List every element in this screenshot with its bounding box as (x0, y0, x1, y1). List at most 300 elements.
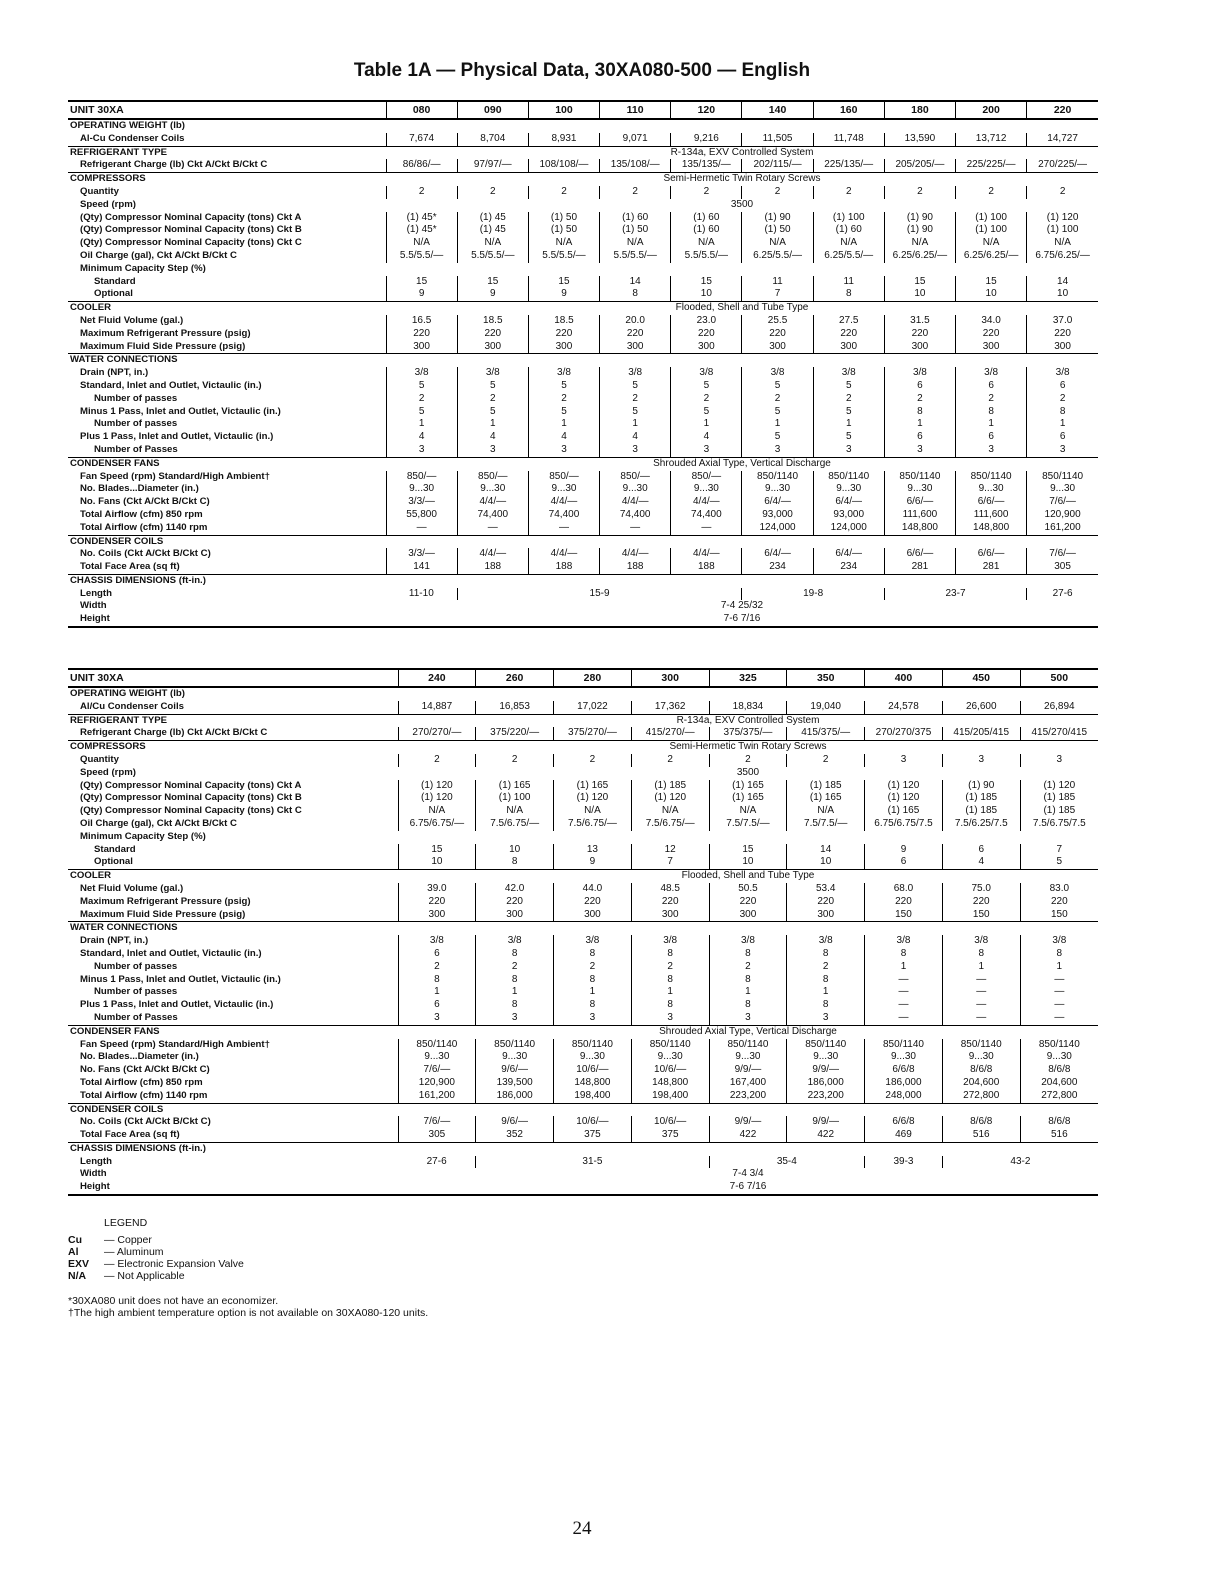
chassis-length: 43-2 (942, 1156, 1098, 1169)
table-cell: (1) 185 (1020, 792, 1098, 805)
table-cell: 7.5/6.75/— (631, 818, 709, 831)
legend-item: Cu — Copper (68, 1234, 152, 1246)
table-row (68, 714, 1098, 727)
span-value: Shrouded Axial Type, Vertical Discharge (386, 457, 1098, 470)
table-cell: 4/4/— (600, 548, 671, 561)
empty-cell (398, 687, 1098, 701)
table-cell: 16.5 (386, 315, 457, 328)
table-row (68, 1181, 1098, 1195)
table-cell: 1 (884, 418, 955, 431)
table-cell: 220 (398, 896, 476, 909)
row-label: Total Face Area (sq ft) (80, 1129, 180, 1141)
table-cell: (1) 165 (709, 792, 787, 805)
row-label: COMPRESSORS (68, 173, 386, 186)
table-cell: (1) 90 (884, 212, 955, 225)
table-row (68, 133, 1098, 146)
table-cell: 220 (476, 896, 554, 909)
table-cell: 2 (600, 186, 671, 199)
table-cell: 6 (884, 431, 955, 444)
table-cell: (1) 90 (742, 212, 813, 225)
table-cell: 11 (742, 276, 813, 289)
table-cell: 74,400 (600, 509, 671, 522)
table-cell: 3/8 (554, 935, 632, 948)
chassis-length: 15-9 (457, 588, 742, 601)
table-cell: 4/4/— (457, 548, 528, 561)
table-cell: 124,000 (742, 522, 813, 535)
table-cell: 111,600 (884, 509, 955, 522)
table-cell: 4/4/— (671, 496, 742, 509)
table-cell: 5 (671, 406, 742, 419)
table-cell: 220 (1027, 328, 1098, 341)
table-cell: 93,000 (813, 509, 884, 522)
table-row (68, 250, 1098, 263)
row-label: Number of Passes (94, 1011, 178, 1023)
table-cell: 375/375/— (709, 727, 787, 740)
table-cell: 1 (787, 986, 865, 999)
row-label: Plus 1 Pass, Inlet and Outlet, Victaulic (in.) (80, 999, 274, 1011)
table-cell: N/A (813, 237, 884, 250)
table-cell: (1) 120 (1027, 212, 1098, 225)
table-cell: 5 (386, 380, 457, 393)
row-label: Number of passes (94, 418, 178, 430)
table-cell: 6 (398, 999, 476, 1012)
table-cell: 850/1140 (942, 1039, 1020, 1052)
table-cell: 7/6/— (1027, 548, 1098, 561)
table-cell: 3/8 (1027, 367, 1098, 380)
row-label: Standard (94, 843, 136, 855)
table-cell: 300 (884, 341, 955, 354)
table-row (68, 1129, 1098, 1142)
table-row (68, 792, 1098, 805)
table-cell: — (1020, 999, 1098, 1012)
table-cell: 37.0 (1027, 315, 1098, 328)
table-cell: 15 (457, 276, 528, 289)
table-cell: 5 (813, 380, 884, 393)
table-cell: 2 (884, 393, 955, 406)
table-cell: (1) 165 (709, 780, 787, 793)
table-cell: 850/1140 (813, 471, 884, 484)
table-cell: N/A (742, 237, 813, 250)
table-cell: 8 (787, 974, 865, 987)
table-cell: 270/225/— (1027, 159, 1098, 172)
table-cell: 3 (813, 444, 884, 457)
table-cell: 5.5/5.5/— (386, 250, 457, 263)
table-cell: 7.5/7.5/— (709, 818, 787, 831)
table-cell: 220 (671, 328, 742, 341)
table-row (68, 367, 1098, 380)
table-cell: 150 (865, 909, 943, 922)
table-row (68, 1039, 1098, 1052)
table-cell: 305 (398, 1129, 476, 1142)
table-cell: (1) 185 (942, 805, 1020, 818)
table-cell: 26,600 (942, 701, 1020, 714)
table-cell: 2 (709, 754, 787, 767)
table-cell: 2 (671, 393, 742, 406)
table-cell: 148,800 (554, 1077, 632, 1090)
table-cell: (1) 100 (476, 792, 554, 805)
table-cell: 2 (398, 754, 476, 767)
row-label: Total Face Area (sq ft) (80, 561, 180, 573)
table-cell: 8,704 (457, 133, 528, 146)
table-cell: 1 (709, 986, 787, 999)
table-cell: 8 (942, 948, 1020, 961)
table-cell: 8 (631, 974, 709, 987)
table-cell: 4/4/— (671, 548, 742, 561)
row-label: Maximum Fluid Side Pressure (psig) (80, 908, 246, 920)
table-cell: 39.0 (398, 883, 476, 896)
table-cell: 8 (476, 999, 554, 1012)
row-label: Standard (94, 275, 136, 287)
table-cell: 111,600 (956, 509, 1027, 522)
unit-label: UNIT 30XA (68, 101, 386, 119)
span-value: R-134a, EXV Controlled System (398, 714, 1098, 727)
table-cell: 27.5 (813, 315, 884, 328)
table-cell: 2 (787, 754, 865, 767)
unit-model: 500 (1020, 669, 1098, 687)
table-cell: (1) 60 (671, 212, 742, 225)
table-cell: (1) 100 (1027, 224, 1098, 237)
row-label: Length (80, 587, 112, 599)
unit-model: 300 (631, 669, 709, 687)
table-cell: 7.5/7.5/— (787, 818, 865, 831)
table-cell: 8 (554, 948, 632, 961)
table-cell: (1) 120 (398, 792, 476, 805)
table-cell: 234 (813, 561, 884, 574)
table-cell: 8 (554, 999, 632, 1012)
table-cell: 9/9/— (787, 1116, 865, 1129)
table-cell: 161,200 (398, 1090, 476, 1103)
table-cell: 9...30 (528, 483, 599, 496)
table-cell: 300 (554, 909, 632, 922)
table-cell: 9 (554, 856, 632, 869)
empty-cell (398, 1103, 1098, 1116)
table-cell: 415/205/415 (942, 727, 1020, 740)
table-cell: 148,800 (884, 522, 955, 535)
table-cell: 15 (671, 276, 742, 289)
footnotes (68, 1295, 428, 1319)
span-value: 3500 (730, 198, 754, 210)
chassis-length: 11-10 (408, 587, 434, 599)
table-cell: 850/1140 (865, 1039, 943, 1052)
table-header-row (68, 101, 1098, 119)
table-cell: 3 (671, 444, 742, 457)
table-cell: 205/205/— (884, 159, 955, 172)
row-label: Width (80, 600, 107, 612)
table-cell: 1 (942, 961, 1020, 974)
table-cell: 13,712 (956, 133, 1027, 146)
table-cell: 17,362 (631, 701, 709, 714)
table-cell: 16,853 (476, 701, 554, 714)
table-cell: 15 (386, 276, 457, 289)
row-label: CONDENSER COILS (68, 535, 386, 548)
table-row (68, 974, 1098, 987)
table-cell: 2 (631, 754, 709, 767)
table-cell: 375 (554, 1129, 632, 1142)
table-cell: 10/6/— (554, 1116, 632, 1129)
table-cell: 5 (528, 380, 599, 393)
table-row (68, 754, 1098, 767)
table-cell: 6/6/8 (865, 1116, 943, 1129)
table-cell: 9 (528, 288, 599, 301)
table-cell: (1) 120 (1020, 780, 1098, 793)
table-cell: 7.5/6.75/— (476, 818, 554, 831)
table-cell: 8 (787, 999, 865, 1012)
table-cell: 55,800 (386, 509, 457, 522)
table-cell: 186,000 (865, 1077, 943, 1090)
empty-cell (386, 354, 1098, 367)
table-cell: 4 (671, 431, 742, 444)
row-label: Speed (rpm) (80, 198, 136, 210)
table-cell: 220 (956, 328, 1027, 341)
table-row (68, 870, 1098, 883)
table-cell: 223,200 (709, 1090, 787, 1103)
table-cell: 3 (476, 1012, 554, 1025)
table-cell: 3 (554, 1012, 632, 1025)
table-cell: N/A (671, 237, 742, 250)
table-cell: 2 (631, 961, 709, 974)
table-cell: 850/— (386, 471, 457, 484)
table-cell: 300 (476, 909, 554, 922)
table-row (68, 509, 1098, 522)
table-row (68, 548, 1098, 561)
table-cell: (1) 60 (813, 224, 884, 237)
table-row (68, 1012, 1098, 1025)
legend-item: Al — Aluminum (68, 1246, 164, 1258)
table-cell: 5 (742, 431, 813, 444)
table-cell: 8 (476, 856, 554, 869)
table-cell: 2 (813, 393, 884, 406)
table-row (68, 574, 1098, 587)
table-cell: 202/115/— (742, 159, 813, 172)
table-cell: 31.5 (884, 315, 955, 328)
table-cell: 8/6/8 (1020, 1064, 1098, 1077)
table-cell: 469 (865, 1129, 943, 1142)
table-cell: 220 (884, 328, 955, 341)
table-cell: 13,590 (884, 133, 955, 146)
table-cell: (1) 165 (865, 805, 943, 818)
table-cell: 135/108/— (600, 159, 671, 172)
table-cell: 1 (631, 986, 709, 999)
table-row (68, 522, 1098, 535)
table-cell: 248,000 (865, 1090, 943, 1103)
row-label: Al/Cu Condenser Coils (80, 700, 184, 712)
table-cell: 3/8 (956, 367, 1027, 380)
table-cell: 135/135/— (671, 159, 742, 172)
table-row (68, 883, 1098, 896)
table-row (68, 1142, 1098, 1155)
table-cell: 198,400 (554, 1090, 632, 1103)
table-cell: 2 (476, 754, 554, 767)
table-row (68, 186, 1098, 199)
empty-cell (386, 119, 1098, 133)
empty-cell (398, 831, 1098, 844)
table-cell: (1) 120 (398, 780, 476, 793)
table-cell: 300 (386, 341, 457, 354)
table-cell: 5.5/5.5/— (671, 250, 742, 263)
table-cell: 220 (742, 328, 813, 341)
table-row (68, 727, 1098, 740)
table-row (68, 856, 1098, 869)
table-cell: 9...30 (671, 483, 742, 496)
row-label: Maximum Refrigerant Pressure (psig) (80, 327, 251, 339)
table-cell: (1) 120 (865, 780, 943, 793)
table-cell: 8 (884, 406, 955, 419)
table-row (68, 844, 1098, 857)
table-cell: 300 (631, 909, 709, 922)
table-cell: 3 (956, 444, 1027, 457)
table-cell: 8 (787, 948, 865, 961)
table-cell: 5 (457, 406, 528, 419)
table-cell: 7/6/— (398, 1116, 476, 1129)
unit-model: 450 (942, 669, 1020, 687)
chassis-length: 39-3 (865, 1156, 943, 1169)
table-cell: (1) 185 (631, 780, 709, 793)
table-cell: 850/1140 (956, 471, 1027, 484)
table-cell: 8,931 (528, 133, 599, 146)
unit-model: 140 (742, 101, 813, 119)
table-row (68, 496, 1098, 509)
table-cell: 300 (398, 909, 476, 922)
table-cell: (1) 100 (956, 212, 1027, 225)
row-label: Total Airflow (cfm) 1140 rpm (80, 521, 208, 533)
table-cell: 4/4/— (528, 496, 599, 509)
table-row (68, 701, 1098, 714)
table-cell: 5 (528, 406, 599, 419)
table-cell: 2 (457, 186, 528, 199)
table-cell: 15 (709, 844, 787, 857)
table-cell: 6 (865, 856, 943, 869)
table-cell: 10 (476, 844, 554, 857)
table-cell: 1 (671, 418, 742, 431)
unit-model: 120 (671, 101, 742, 119)
table-cell: 300 (709, 909, 787, 922)
row-label: CONDENSER COILS (68, 1103, 398, 1116)
table-cell: 850/1140 (398, 1039, 476, 1052)
unit-model: 240 (398, 669, 476, 687)
unit-model: 260 (476, 669, 554, 687)
table-cell: 3/8 (1020, 935, 1098, 948)
physical-data-table-1 (68, 100, 1098, 628)
table-cell: 850/— (600, 471, 671, 484)
table-cell: 74,400 (671, 509, 742, 522)
table-cell: 3/8 (528, 367, 599, 380)
table-cell: 3 (386, 444, 457, 457)
table-cell: 3 (1027, 444, 1098, 457)
table-cell: 5.5/5.5/— (528, 250, 599, 263)
table-cell: 8/6/8 (1020, 1116, 1098, 1129)
table-row (68, 741, 1098, 754)
table-cell: 225/225/— (956, 159, 1027, 172)
table-cell: 220 (1020, 896, 1098, 909)
row-label: Al-Cu Condenser Coils (80, 132, 185, 144)
unit-model: 090 (457, 101, 528, 119)
table-cell: 9...30 (457, 483, 528, 496)
table-row (68, 767, 1098, 780)
table-row (68, 687, 1098, 701)
table-cell: 9...30 (476, 1051, 554, 1064)
row-label: Refrigerant Charge (lb) Ckt A/Ckt B/Ckt C (80, 159, 268, 171)
table-cell: 14,727 (1027, 133, 1098, 146)
table-cell: 9...30 (386, 483, 457, 496)
table-cell: 9/6/— (476, 1064, 554, 1077)
table-cell: 5 (600, 406, 671, 419)
table-cell: 300 (528, 341, 599, 354)
legend-heading: LEGEND (104, 1217, 148, 1229)
table-cell: 9/9/— (709, 1116, 787, 1129)
table-cell: 204,600 (942, 1077, 1020, 1090)
table-cell: 5 (386, 406, 457, 419)
table-cell: 220 (865, 896, 943, 909)
span-value: 7-6 7/16 (386, 613, 1098, 627)
table-cell: 10/6/— (554, 1064, 632, 1077)
table-cell: 9 (457, 288, 528, 301)
table-cell: 83.0 (1020, 883, 1098, 896)
row-label: CHASSIS DIMENSIONS (ft-in.) (68, 574, 386, 587)
table-cell: 9...30 (865, 1051, 943, 1064)
table-cell: 850/1140 (476, 1039, 554, 1052)
table-cell: 3 (457, 444, 528, 457)
table-row (68, 328, 1098, 341)
table-cell: 148,800 (956, 522, 1027, 535)
table-cell: 8 (709, 948, 787, 961)
table-row (68, 471, 1098, 484)
table-cell: 4 (528, 431, 599, 444)
table-row (68, 1051, 1098, 1064)
table-cell: (1) 120 (865, 792, 943, 805)
unit-model: 350 (787, 669, 865, 687)
table-cell: N/A (398, 805, 476, 818)
table-cell: 8/6/8 (942, 1064, 1020, 1077)
table-cell: 4/4/— (528, 548, 599, 561)
table-cell: 186,000 (787, 1077, 865, 1090)
table-cell: 5 (671, 380, 742, 393)
table-cell: 300 (1027, 341, 1098, 354)
chassis-length: 23-7 (884, 588, 1026, 601)
table-cell: 18,834 (709, 701, 787, 714)
row-label: Minus 1 Pass, Inlet and Outlet, Victaulic (in.) (80, 973, 281, 985)
table-cell: 6 (884, 380, 955, 393)
table-cell: 9...30 (813, 483, 884, 496)
table-cell: 220 (528, 328, 599, 341)
table-cell: 220 (709, 896, 787, 909)
table-cell: 188 (528, 561, 599, 574)
table-cell: 9/9/— (787, 1064, 865, 1077)
table-row (68, 780, 1098, 793)
row-label: (Qty) Compressor Nominal Capacity (tons) Ckt B (80, 792, 302, 804)
row-label: Maximum Refrigerant Pressure (psig) (80, 895, 251, 907)
table-row (68, 561, 1098, 574)
table-cell: 9...30 (884, 483, 955, 496)
table-cell: 5.5/5.5/— (457, 250, 528, 263)
table-cell: 300 (457, 341, 528, 354)
table-cell: 6/4/— (742, 496, 813, 509)
table-cell: 3/3/— (386, 548, 457, 561)
table-row (68, 1025, 1098, 1038)
table-cell: 2 (787, 961, 865, 974)
table-cell: 139,500 (476, 1077, 554, 1090)
row-label: Optional (94, 288, 133, 300)
table-cell: 220 (631, 896, 709, 909)
table-cell: 1 (742, 418, 813, 431)
table-cell: 8 (1027, 406, 1098, 419)
table-row (68, 805, 1098, 818)
table-cell: 272,800 (1020, 1090, 1098, 1103)
row-label: No. Blades...Diameter (in.) (80, 1051, 199, 1063)
table-cell: 1 (1020, 961, 1098, 974)
span-value: 7-6 7/16 (398, 1181, 1098, 1195)
row-label: Minus 1 Pass, Inlet and Outlet, Victaulic (in.) (80, 405, 281, 417)
table-row (68, 896, 1098, 909)
